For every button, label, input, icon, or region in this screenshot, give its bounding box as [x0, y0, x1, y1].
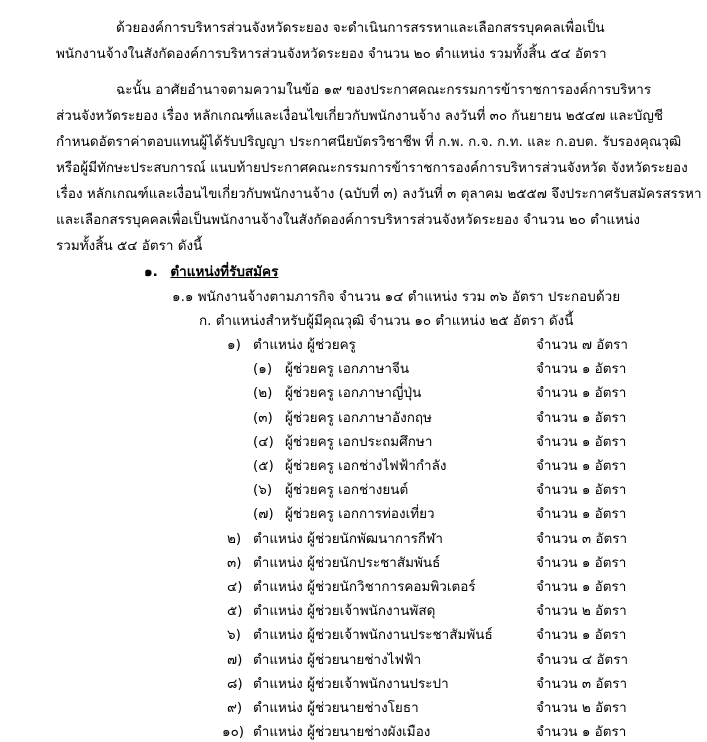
item-count: จำนวน ๑ อัตรา: [536, 385, 627, 402]
item-number: ๖): [227, 627, 241, 644]
subject-row: [0, 359, 707, 379]
item-title: ผู้ช่วยครู เอกช่างยนต์: [285, 482, 409, 499]
subsection-ka: ก. ตำแหน่งสำหรับผู้มีคุณวุฒิ จำนวน ๑๐ ตำแหน่ง ๒๕ อัตรา ดังนี้: [199, 313, 574, 329]
item-title: ตำแหน่ง ผู้ช่วยนักวิชาการคอมพิวเตอร์: [253, 579, 476, 595]
item-title: ผู้ช่วยครู เอกภาษาญี่ปุ่น: [285, 385, 422, 402]
position-row: [0, 601, 707, 621]
item-title: ตำแหน่ง ผู้ช่วยนักประชาสัมพันธ์: [253, 554, 441, 571]
item-count: จำนวน ๑ อัตรา: [536, 506, 627, 523]
position-row: [0, 650, 707, 670]
item-number: ๙): [227, 700, 243, 716]
item-number: ๓): [227, 554, 242, 571]
item-count: จำนวน ๔ อัตรา: [536, 651, 629, 668]
subject-row: [0, 456, 707, 476]
item-number: ๑๐): [222, 724, 245, 741]
item-number: (๒): [253, 385, 273, 402]
item-count: จำนวน ๑ อัตรา: [536, 482, 627, 499]
item-number: ๒): [227, 530, 242, 547]
item-title: ผู้ช่วยครู เอกภาษาจีน: [285, 361, 410, 378]
item-title: ตำแหน่ง ผู้ช่วยนายช่างโยธา: [253, 700, 419, 716]
main-line-1: ฉะนั้น อาศัยอำนาจตามความในข้อ ๑๙ ของประกาศคณะกรรมการข้าราชการองค์การบริหาร: [116, 82, 652, 98]
item-number: ๗): [227, 651, 243, 668]
subject-row: [0, 383, 707, 403]
item-title: ตำแหน่ง ผู้ช่วยครู: [253, 337, 356, 353]
item-title: ตำแหน่ง ผู้ช่วยนักพัฒนาการกีฬา: [253, 530, 443, 547]
item-count: จำนวน ๑ อัตรา: [536, 627, 627, 644]
main-line-6: และเลือกสรรบุคคลเพื่อเป็นพนักงานจ้างในสังกัดองค์การบริหารส่วนจังหวัดระยอง จำนวน ๒๐ ตำแหน่ง: [56, 212, 640, 228]
position-row: [0, 577, 707, 597]
subject-row: [0, 504, 707, 524]
item-title: ผู้ช่วยครู เอกช่างไฟฟ้ากำลัง: [285, 458, 447, 474]
item-number: ๑): [227, 337, 241, 353]
item-number: (๖): [253, 482, 273, 499]
position-row: [0, 698, 707, 718]
item-number: (๕): [253, 458, 274, 474]
subsection-1-1: ๑.๑ พนักงานจ้างตามภารกิจ จำนวน ๑๔ ตำแหน่ง รวม ๓๖ อัตรา ประกอบด้วย: [172, 289, 621, 305]
item-count: จำนวน ๑ อัตรา: [536, 409, 627, 426]
item-count: จำนวน ๓ อัตรา: [536, 675, 628, 692]
item-count: จำนวน ๑ อัตรา: [536, 433, 627, 450]
item-count: จำนวน ๒ อัตรา: [536, 700, 627, 716]
item-title: ตำแหน่ง ผู้ช่วยนายช่างผังเมือง: [253, 724, 431, 741]
subject-row: [0, 408, 707, 428]
item-count: จำนวน ๓ อัตรา: [536, 530, 628, 547]
position-row: [0, 335, 707, 355]
item-count: จำนวน ๑ อัตรา: [536, 458, 627, 474]
item-number: (๗): [253, 506, 274, 523]
section-heading: [144, 262, 278, 282]
item-number: (๔): [253, 433, 274, 450]
main-line-7: รวมทั้งสิ้น ๕๔ อัตรา ดังนี้: [56, 238, 203, 254]
item-count: จำนวน ๒ อัตรา: [536, 603, 627, 620]
item-title: ผู้ช่วยครู เอกภาษาอังกฤษ: [285, 409, 432, 426]
item-number: ๔): [227, 579, 243, 595]
subject-row: [0, 432, 707, 452]
main-line-3: กำหนดอัตราค่าตอบแทนผู้ได้รับปริญญา ประกาศนียบัตรวิชาชีพ ที่ ก.พ. ก.จ. ก.ท. และ ก.อบต. รับรองคุณวุฒิ: [56, 134, 682, 150]
item-title: ตำแหน่ง ผู้ช่วยเจ้าพนักงานพัสดุ: [253, 603, 436, 620]
item-count: จำนวน ๑ อัตรา: [536, 554, 627, 571]
item-title: ตำแหน่ง ผู้ช่วยเจ้าพนักงานประปา: [253, 675, 449, 692]
item-count: จำนวน ๗ อัตรา: [536, 337, 628, 353]
item-count: จำนวน ๑ อัตรา: [536, 361, 627, 378]
intro-line-1: ด้วยองค์การบริหารส่วนจังหวัดระยอง จะดำเนินการสรรหาและเลือกสรรบุคคลเพื่อเป็น: [116, 20, 605, 36]
subject-row: [0, 480, 707, 500]
position-row: [0, 529, 707, 549]
item-number: ๘): [227, 675, 243, 692]
section-number: ๑.: [144, 264, 158, 280]
position-row: [0, 625, 707, 645]
intro-line-2: พนักงานจ้างในสังกัดองค์การบริหารส่วนจังหวัดระยอง จำนวน ๒๐ ตำแหน่ง รวมทั้งสิ้น ๕๔ อัตรา: [56, 46, 607, 62]
item-number: (๓): [253, 409, 273, 426]
main-line-2: ส่วนจังหวัดระยอง เรื่อง หลักเกณฑ์และเงื่อนไขเกี่ยวกับพนักงานจ้าง ลงวันที่ ๓๐ กันยายน ๒๕๔๗ และบัญชี: [56, 108, 663, 124]
section-title: ตำแหน่งที่รับสมัคร: [170, 264, 279, 280]
item-count: จำนวน ๑ อัตรา: [536, 724, 627, 741]
main-line-5: เรื่อง หลักเกณฑ์และเงื่อนไขเกี่ยวกับพนักงานจ้าง (ฉบับที่ ๓) ลงวันที่ ๓ ตุลาคม ๒๕๕๗ จึงประกาศรับสมัครสรรหา: [56, 186, 702, 202]
item-title: ผู้ช่วยครู เอกการท่องเที่ยว: [285, 506, 435, 523]
item-number: ๕): [227, 603, 243, 620]
main-line-4: หรือผู้มีทักษะประสบการณ์ แนบท้ายประกาศคณะกรรมการข้าราชการองค์การบริหารส่วนจังหวัด จังหวัดระยอง: [56, 160, 688, 176]
position-row: [0, 722, 707, 742]
item-count: จำนวน ๑ อัตรา: [536, 579, 627, 595]
position-row: [0, 674, 707, 694]
position-row: [0, 553, 707, 573]
item-title: ผู้ช่วยครู เอกประถมศึกษา: [285, 433, 433, 450]
item-title: ตำแหน่ง ผู้ช่วยนายช่างไฟฟ้า: [253, 651, 422, 668]
item-number: (๑): [253, 361, 273, 378]
item-title: ตำแหน่ง ผู้ช่วยเจ้าพนักงานประชาสัมพันธ์: [253, 627, 493, 644]
